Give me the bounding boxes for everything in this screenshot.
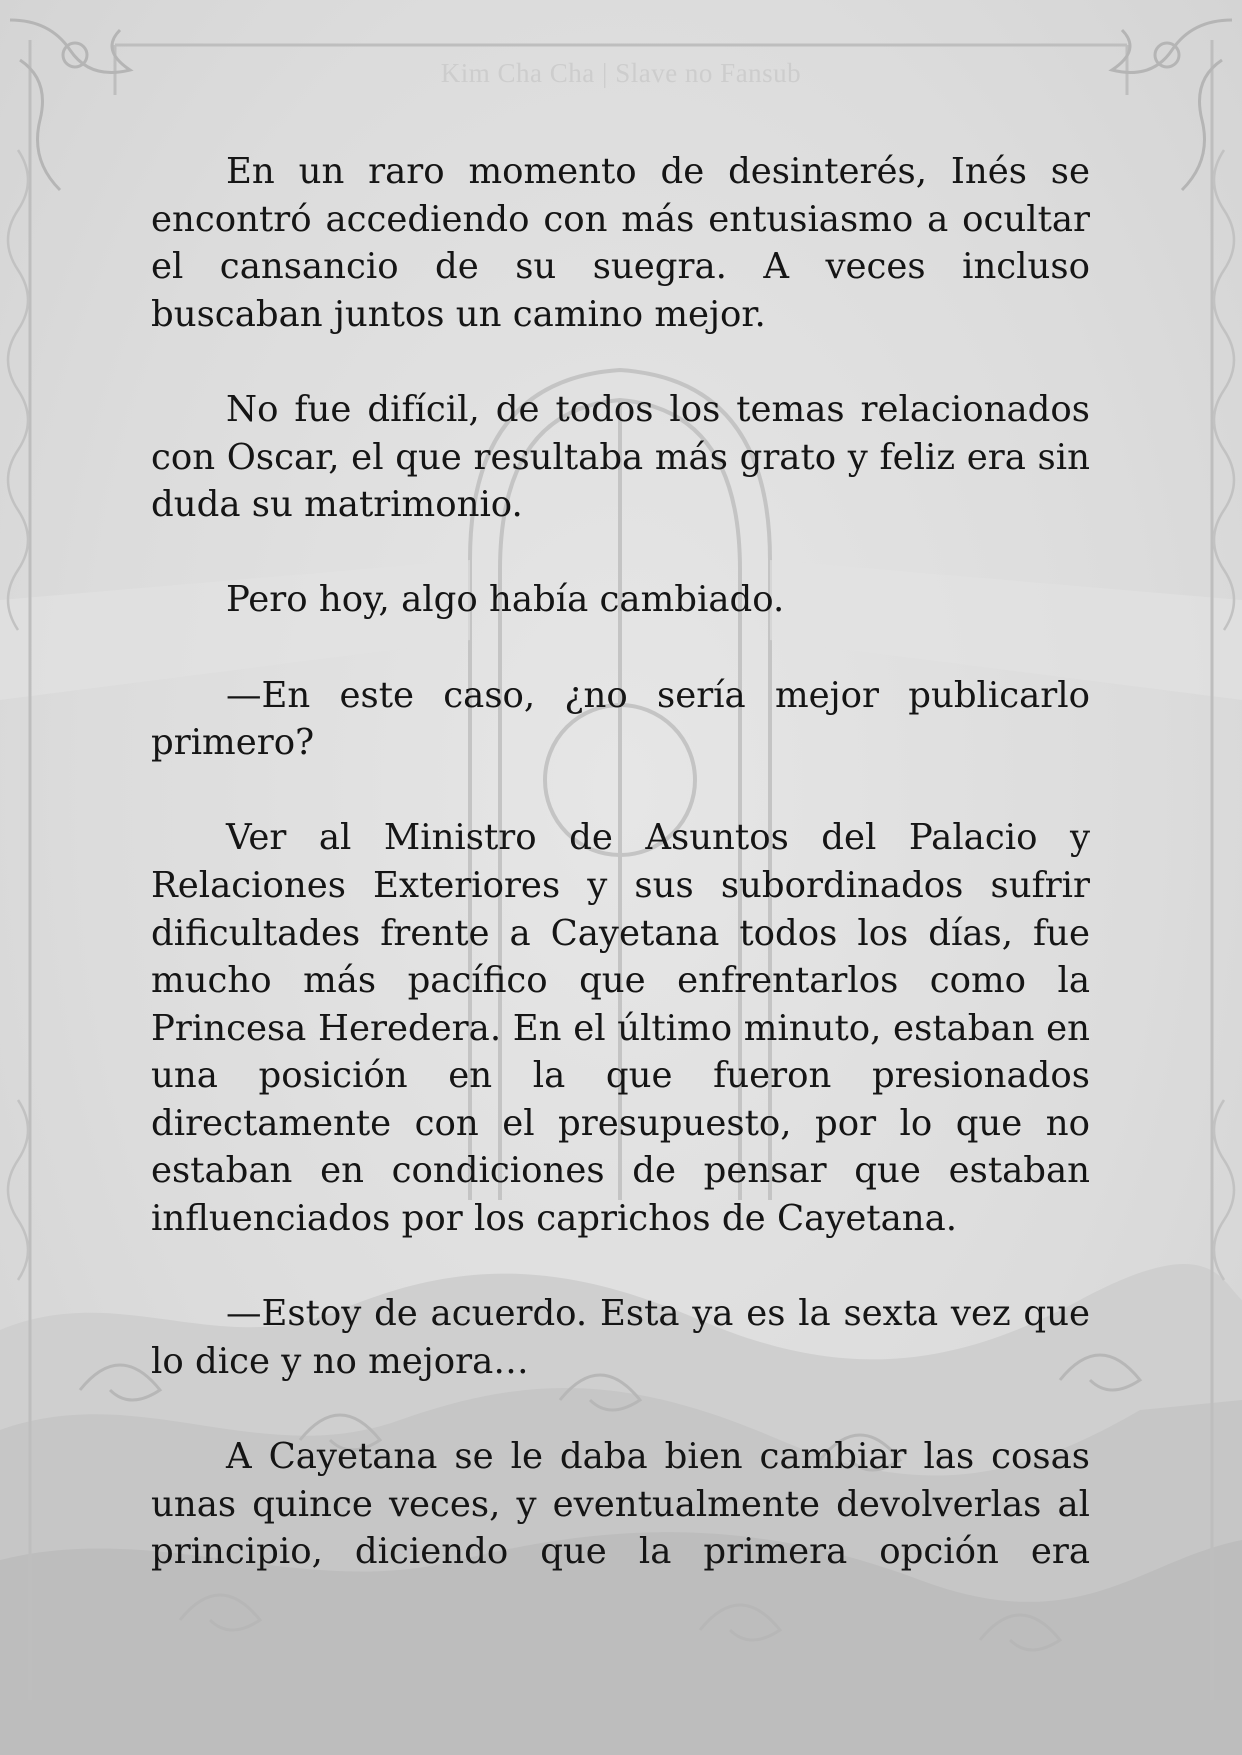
paragraph: En un raro momento de desinterés, Inés se encontró accediendo con más entusiasmo a ocultar el cansancio de su suegra. A veces incluso buscaban juntos un camino mejor. [151,151,1090,335]
paragraph: —Estoy de acuerdo. Esta ya es la sexta vez que lo dice y no mejora… [151,1293,1090,1382]
paragraph: No fue difícil, de todos los temas relacionados con Oscar, el que resultaba más grato y feliz era sin duda su matrimonio. [151,388,1090,526]
header-watermark: Kim Cha Cha | Slave no Fansub [440,58,802,88]
paragraph: Pero hoy, algo había cambiado. [226,579,785,621]
paragraph: A Cayetana se le daba bien cambiar las cosas unas quince veces, y eventualmente devolverlas al principio, diciendo que la primera opción era [151,1436,1090,1573]
body-text [151,148,1090,1623]
paragraph: —En este caso, ¿no sería mejor publicarlo primero? [151,674,1090,764]
paragraph: Ver al Ministro de Asuntos del Palacio y Relaciones Exteriores y sus subordinados sufrir dificultades frente a Cayetana todos los días, fue mucho más pacífico que enfrentarlos como la Princesa Heredera. En el último minuto, estaban en una posición en la que fueron presionados directamente con el presupuesto, por lo que no estaban en condiciones de pensar que estaban influenciados por los caprichos de Cayetana. [151,817,1090,1240]
